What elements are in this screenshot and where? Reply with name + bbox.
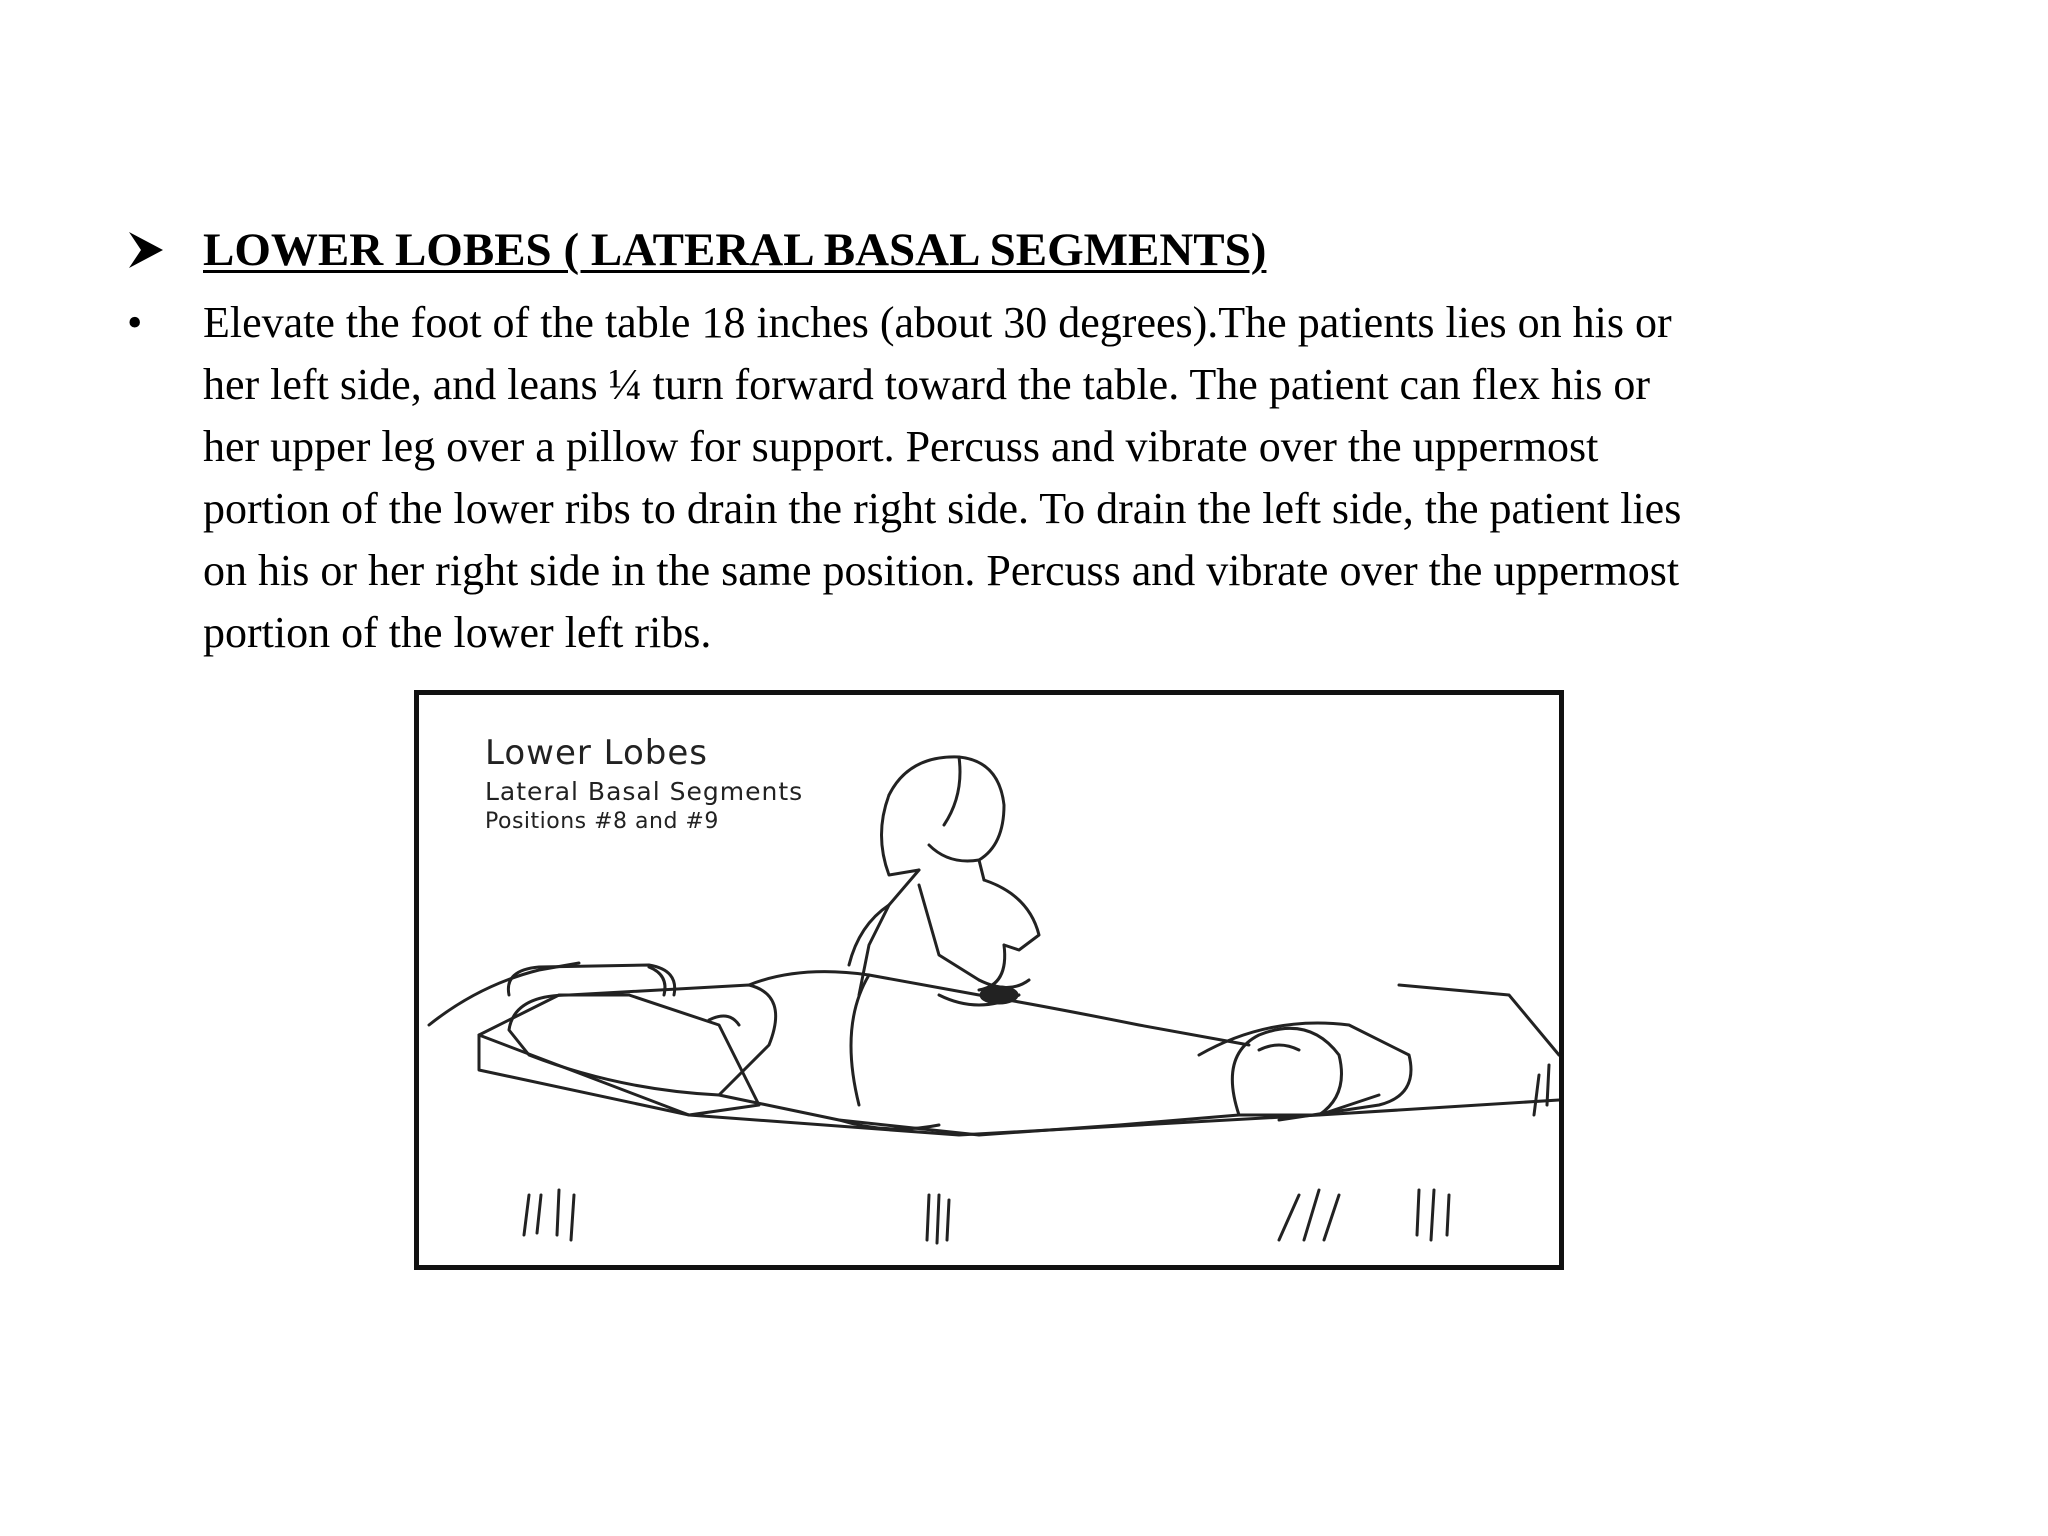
body-line: portion of the lower left ribs. [203,608,712,657]
body-text [203,292,2048,664]
body-line: her upper leg over a pillow for support. Percuss and vibrate over the uppermost [203,422,1599,471]
figure-positions: Positions #8 and #9 [485,809,719,834]
body-line: Elevate the foot of the table 18 inches (about 30 degrees).The patients lies on his or [203,298,1672,347]
section-heading: LOWER LOBES ( LATERAL BASAL SEGMENTS) [203,224,1267,276]
body-line: on his or her right side in the same position. Percuss and vibrate over the uppermost [203,546,1680,595]
body-line: portion of the lower ribs to drain the right side. To drain the left side, the patient lies [203,484,1682,533]
figure-title: Lower Lobes [485,733,709,773]
postural-drainage-illustration [414,690,1564,1270]
body-line: her left side, and leans ¼ turn forward toward the table. The patient can flex his or [203,360,1651,409]
bullet-dot: • [127,298,143,347]
arrowhead-bullet-icon [127,230,165,270]
figure-subtitle: Lateral Basal Segments [485,777,804,806]
